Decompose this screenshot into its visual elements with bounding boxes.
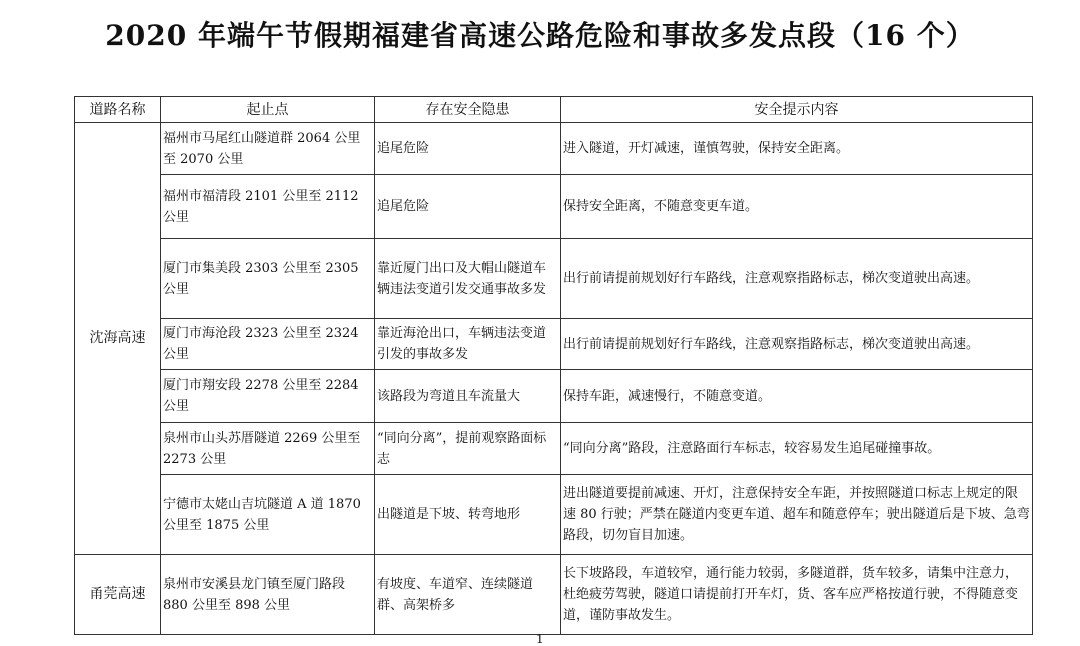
hazard-cell: 出隧道是下坡、转弯地形 bbox=[375, 475, 561, 555]
section-cell: 厦门市翔安段 2278 公里至 2284 公里 bbox=[161, 370, 375, 423]
tip-cell: 进入隧道，开灯减速，谨慎驾驶，保持安全距离。 bbox=[561, 123, 1033, 175]
tip-cell: 保持安全距离，不随意变更车道。 bbox=[561, 175, 1033, 239]
tip-cell: 出行前请提前规划好行车路线，注意观察指路标志，梯次变道驶出高速。 bbox=[561, 319, 1033, 370]
hazard-cell: “同向分离”，提前观察路面标志 bbox=[375, 423, 561, 475]
hazard-table bbox=[74, 96, 1033, 635]
section-cell: 厦门市海沧段 2323 公里至 2324 公里 bbox=[161, 319, 375, 370]
section-cell: 泉州市山头苏厝隧道 2269 公里至 2273 公里 bbox=[161, 423, 375, 475]
road-name-cell: 沈海高速 bbox=[75, 123, 161, 555]
section-cell: 厦门市集美段 2303 公里至 2305 公里 bbox=[161, 239, 375, 319]
hazard-cell: 该路段为弯道且车流量大 bbox=[375, 370, 561, 423]
header-hazard: 存在安全隐患 bbox=[375, 97, 561, 123]
table-row bbox=[75, 423, 1033, 475]
table-row bbox=[75, 555, 1033, 635]
tip-cell: “同向分离”路段，注意路面行车标志，较容易发生追尾碰撞事故。 bbox=[561, 423, 1033, 475]
hazard-cell: 靠近海沧出口，车辆违法变道引发的事故多发 bbox=[375, 319, 561, 370]
hazard-cell: 追尾危险 bbox=[375, 175, 561, 239]
header-road: 道路名称 bbox=[75, 97, 161, 123]
road-name-cell: 甬莞高速 bbox=[75, 555, 161, 635]
table-row bbox=[75, 175, 1033, 239]
table-row bbox=[75, 475, 1033, 555]
tip-cell: 进出隧道要提前减速、开灯，注意保持安全车距，并按照隧道口标志上规定的限速 80 行驶；严禁在隧道内变更车道、超车和随意停车；驶出隧道后是下坡、急弯路段，切勿盲目加速。 bbox=[561, 475, 1033, 555]
tip-cell: 长下坡路段，车道较窄，通行能力较弱，多隧道群，货车较多，请集中注意力，杜绝疲劳驾驶，隧道口请提前打开车灯，货、客车应严格按道行驶，不得随意变道，谨防事故发生。 bbox=[561, 555, 1033, 635]
table-row bbox=[75, 319, 1033, 370]
hazard-cell: 有坡度、车道窄、连续隧道群、高架桥多 bbox=[375, 555, 561, 635]
header-section: 起止点 bbox=[161, 97, 375, 123]
tip-cell: 出行前请提前规划好行车路线，注意观察指路标志，梯次变道驶出高速。 bbox=[561, 239, 1033, 319]
hazard-cell: 追尾危险 bbox=[375, 123, 561, 175]
header-tip: 安全提示内容 bbox=[561, 97, 1033, 123]
table-row bbox=[75, 370, 1033, 423]
document-title: 2020 年端午节假期福建省高速公路危险和事故多发点段（16 个） bbox=[105, 19, 975, 52]
section-cell: 宁德市太姥山吉坑隧道 A 道 1870 公里至 1875 公里 bbox=[161, 475, 375, 555]
table-row bbox=[75, 239, 1033, 319]
section-cell: 福州市福清段 2101 公里至 2112 公里 bbox=[161, 175, 375, 239]
table-row bbox=[75, 123, 1033, 175]
table-header-row bbox=[75, 97, 1033, 123]
section-cell: 泉州市安溪县龙门镇至厦门路段 880 公里至 898 公里 bbox=[161, 555, 375, 635]
hazard-cell: 靠近厦门出口及大帽山隧道车辆违法变道引发交通事故多发 bbox=[375, 239, 561, 319]
page-number: 1 bbox=[536, 632, 544, 646]
tip-cell: 保持车距，减速慢行，不随意变道。 bbox=[561, 370, 1033, 423]
section-cell: 福州市马尾红山隧道群 2064 公里至 2070 公里 bbox=[161, 123, 375, 175]
